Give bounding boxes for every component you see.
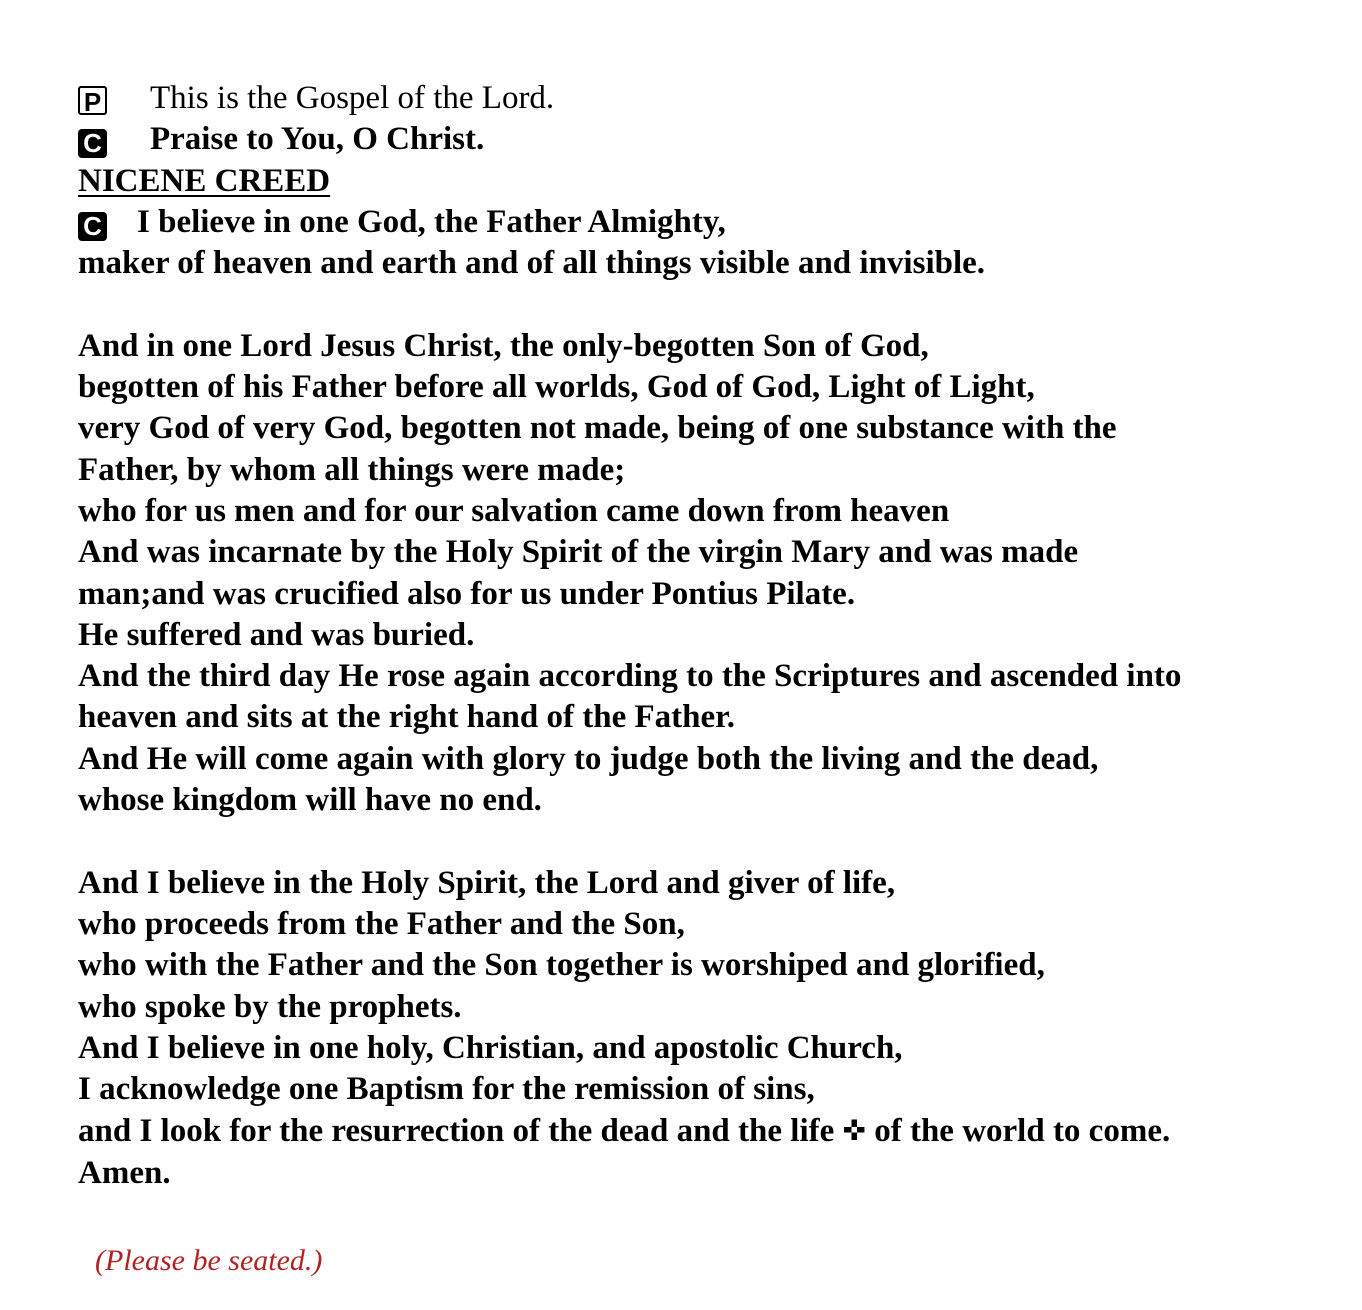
creed-line: very God of very God, begotten not made, being of one substance with the — [78, 410, 1117, 447]
creed-label-box: C — [78, 212, 107, 241]
cross-icon: ✜ — [842, 1114, 866, 1148]
creed-final-after: of the world to come. — [874, 1113, 1171, 1150]
creed-line: And I believe in the Holy Spirit, the Lord and giver of life, — [78, 864, 896, 901]
creed-line: And I believe in one holy, Christian, and apostolic Church, — [78, 1029, 903, 1066]
paragraph-gap — [78, 284, 1318, 325]
paragraph-gap — [78, 821, 1318, 862]
creed-line: I acknowledge one Baptism for the remission of sins, — [78, 1071, 815, 1108]
creed-line: maker of heaven and earth and of all things visible and invisible. — [78, 245, 986, 282]
pastor-line — [78, 78, 1318, 119]
bulletin-page — [78, 78, 1318, 1194]
creed-line: man;and was crucified also for us under Pontius Pilate. — [78, 575, 856, 612]
creed-line: And in one Lord Jesus Christ, the only-begotten Son of God, — [78, 327, 929, 364]
creed-line: whose kingdom will have no end. — [78, 782, 542, 819]
congregation-line — [78, 119, 1318, 160]
pastor-text: This is the Gospel of the Lord. — [150, 80, 555, 116]
congregation-label-box: C — [78, 129, 107, 158]
congregation-text: Praise to You, O Christ. — [150, 121, 485, 158]
pastor-label-box: P — [78, 86, 107, 115]
creed-line: heaven and sits at the right hand of the Father. — [78, 699, 735, 736]
creed-final-before: and I look for the resurrection of the dead and the life — [78, 1113, 835, 1150]
creed-line: who with the Father and the Son together is worshiped and glorified, — [78, 947, 1045, 984]
creed-line: who proceeds from the Father and the Son, — [78, 905, 685, 942]
creed-line: Father, by whom all things were made; — [78, 451, 626, 488]
creed-opening-text: I believe in one God, the Father Almighty, — [137, 203, 726, 240]
rubric-instruction: (Please be seated.) — [95, 1244, 323, 1277]
creed-opening-line — [78, 202, 1318, 243]
creed-line: who spoke by the prophets. — [78, 988, 462, 1025]
creed-heading-line — [78, 161, 1318, 202]
creed-line: begotten of his Father before all worlds, God of God, Light of Light, — [78, 369, 1035, 406]
creed-line: And the third day He rose again according to the Scriptures and ascended into — [78, 658, 1182, 695]
creed-line: And He will come again with glory to judge both the living and the dead, — [78, 740, 1099, 777]
creed-line: And was incarnate by the Holy Spirit of the virgin Mary and was made — [78, 534, 1079, 571]
creed-amen: Amen. — [78, 1154, 171, 1191]
creed-heading: NICENE CREED — [78, 162, 331, 199]
creed-line: He suffered and was buried. — [78, 616, 475, 653]
creed-line: who for us men and for our salvation came down from heaven — [78, 492, 950, 529]
creed-final-line — [78, 1110, 1318, 1152]
